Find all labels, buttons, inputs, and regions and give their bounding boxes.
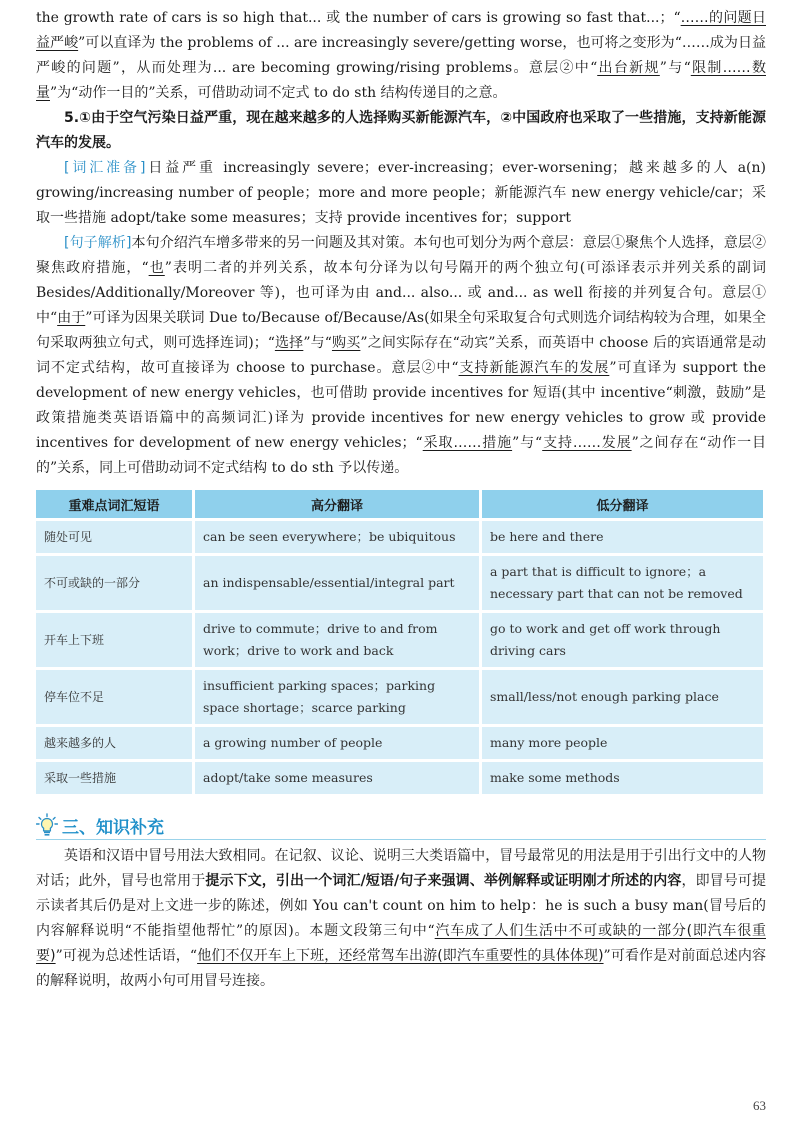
underlined-phrase: 汽车成了人们生活中不可或缺的一部分(即汽车很重要) bbox=[36, 923, 766, 964]
text-run: ”可视为总述性话语，“ bbox=[55, 948, 198, 964]
table-cell: drive to commute；drive to and from work；drive to work and back bbox=[195, 613, 482, 667]
section-title: 三、知识补充 bbox=[62, 817, 164, 838]
table-cell: be here and there bbox=[482, 521, 766, 553]
table-cell: a part that is difficult to ignore；a necessary part that can not be removed bbox=[482, 556, 766, 610]
table-row bbox=[36, 727, 766, 759]
table-cell: make some methods bbox=[482, 762, 766, 794]
underlined-phrase: 他们不仅开车上下班，还经常驾车出游(即汽车重要性的具体体现) bbox=[197, 948, 604, 964]
table-cell: go to work and get off work through driving cars bbox=[482, 613, 766, 667]
text-run: ”与“ bbox=[512, 435, 543, 451]
table-cell: 随处可见 bbox=[36, 521, 195, 553]
text-run: ”与“ bbox=[659, 60, 691, 76]
table-cell: 不可或缺的一部分 bbox=[36, 556, 195, 610]
table-cell: a growing number of people bbox=[195, 727, 482, 759]
text-run: 英语和汉语中冒号用法大致相同。在记叙、议论、说明三大类语篇中，冒号最常见的用法是用于引出行文中的人物对话；此外，冒号也常用于 bbox=[36, 848, 766, 889]
text-run: ”与“ bbox=[303, 335, 332, 351]
underlined-phrase: 支持新能源汽车的发展 bbox=[458, 360, 610, 376]
text-run: the growth rate of cars is so high that... 或 the number of cars is growing so fast that...；“ bbox=[36, 10, 681, 26]
text-run: 本句介绍汽车增多带来的另一问题及其对策。本句也可划分为两个意层：意层①聚焦个人选择，意层②聚焦政府措施，“ bbox=[36, 235, 766, 276]
table-cell: 停车位不足 bbox=[36, 670, 195, 724]
vocab-prep-paragraph bbox=[36, 156, 766, 231]
text-run: ，即冒号可提示读者其后仍是对上文进一步的陈述，例如 You can't count on him to help：he is such a busy man(冒号后的内容解释说明“不能指望他帮忙”的原因)。本题文段第三句中“ bbox=[36, 873, 767, 939]
column-header: 低分翻译 bbox=[482, 490, 766, 518]
table-cell: small/less/not enough parking place bbox=[482, 670, 766, 724]
table-cell: 越来越多的人 bbox=[36, 727, 195, 759]
table-row bbox=[36, 613, 766, 667]
table-row bbox=[36, 521, 766, 553]
underlined-phrase: 由于 bbox=[57, 310, 86, 326]
underlined-phrase: 出台新规 bbox=[597, 60, 660, 76]
text-run: ”可以直译为 the problems of ... are increasingly severe/getting worse，也可将之变形为“……成为日益严峻的问题”，从而处理为... are becoming growing/rising problems。意层②中“ bbox=[36, 35, 766, 76]
table-cell: can be seen everywhere；be ubiquitous bbox=[195, 521, 482, 553]
analysis-label: [句子解析] bbox=[64, 235, 132, 251]
table-cell: an indispensable/essential/integral part bbox=[195, 556, 482, 610]
underlined-phrase: 也 bbox=[148, 260, 165, 276]
text-run: ”之间存在“动作一目的”关系，同上可借助动词不定式结构 to do sth 予以传递。 bbox=[36, 435, 766, 476]
underlined-phrase: ……的问题日益严峻 bbox=[36, 10, 766, 51]
page-content bbox=[36, 6, 766, 994]
paragraph-continued bbox=[36, 6, 766, 106]
table-row bbox=[36, 762, 766, 794]
underlined-phrase: 选择 bbox=[274, 335, 304, 351]
underlined-phrase: 限制……数量 bbox=[36, 60, 766, 101]
text-run: ”可看作是对前面总述内容的解释说明，故两小句可用冒号连接。 bbox=[36, 948, 766, 989]
question-5: 5.①由于空气污染日益严重，现在越来越多的人选择购买新能源汽车，②中国政府也采取了一些措施，支持新能源汽车的发展。 bbox=[36, 110, 766, 151]
lightbulb-icon bbox=[36, 813, 58, 837]
page-number: 63 bbox=[753, 1098, 766, 1113]
vocab-prep-text: 日益严重 increasingly severe；ever-increasing；ever-worsening；越来越多的人 a(n) growing/increasing number of people；more and more people；新能源汽车 new energy vehicle/car；采取一些措施 adopt/take some measures；支持 provide incentives for；support bbox=[36, 160, 766, 226]
text-run: ”为“动作一目的”关系，可借助动词不定式 to do sth 结构传递目的之意。 bbox=[50, 85, 507, 101]
section-heading bbox=[36, 811, 766, 840]
table-row bbox=[36, 670, 766, 724]
table-row bbox=[36, 556, 766, 610]
vocab-table bbox=[36, 487, 766, 797]
underlined-phrase: 支持……发展 bbox=[542, 435, 632, 451]
vocab-prep-label: [词汇准备] bbox=[64, 160, 146, 176]
column-header: 高分翻译 bbox=[195, 490, 482, 518]
sentence-analysis-paragraph bbox=[36, 231, 766, 481]
underlined-phrase: 购买 bbox=[331, 335, 361, 351]
text-run: ”可直译为 support the development of new energy vehicles，也可借助 provide incentives for 短语(其中 incentive“刺激，鼓励”是政策措施类英语语篇中的高频词汇)译为 provide incentives for new energy vehicles to grow 或 provide incentives for development of new energy vehicles；“ bbox=[36, 360, 767, 451]
table-cell: many more people bbox=[482, 727, 766, 759]
table-cell: 采取一些措施 bbox=[36, 762, 195, 794]
table-cell: adopt/take some measures bbox=[195, 762, 482, 794]
column-header: 重难点词汇短语 bbox=[36, 490, 195, 518]
table-cell: insufficient parking spaces；parking space shortage；scarce parking bbox=[195, 670, 482, 724]
text-run: ”可译为因果关联词 Due to/Because of/Because/As(如果全句采取复合句式则选介词结构较为合理，如果全句采取两独立句式，则可选择连词)；“ bbox=[36, 310, 766, 351]
underlined-phrase: 采取……措施 bbox=[422, 435, 513, 451]
table-header-row bbox=[36, 490, 766, 518]
knowledge-paragraph bbox=[36, 844, 766, 994]
table-cell: 开车上下班 bbox=[36, 613, 195, 667]
text-run: ”表明二者的并列关系，故本句分译为以句号隔开的两个独立句(可添译表示并列关系的副词 Besides/Additionally/Moreover 等)，也可译为由 and... also... 或 and... as well 衔接的并列复合句。意层①中“ bbox=[36, 260, 766, 326]
bold-phrase: 提示下文，引出一个词汇/短语/句子来强调、举例解释或证明刚才所述的内容 bbox=[205, 873, 682, 889]
text-run: ”之间实际存在“动宾”关系，而英语中 choose 后的宾语通常是动词不定式结构，故可直接译为 choose to purchase。意层②中“ bbox=[36, 335, 767, 376]
